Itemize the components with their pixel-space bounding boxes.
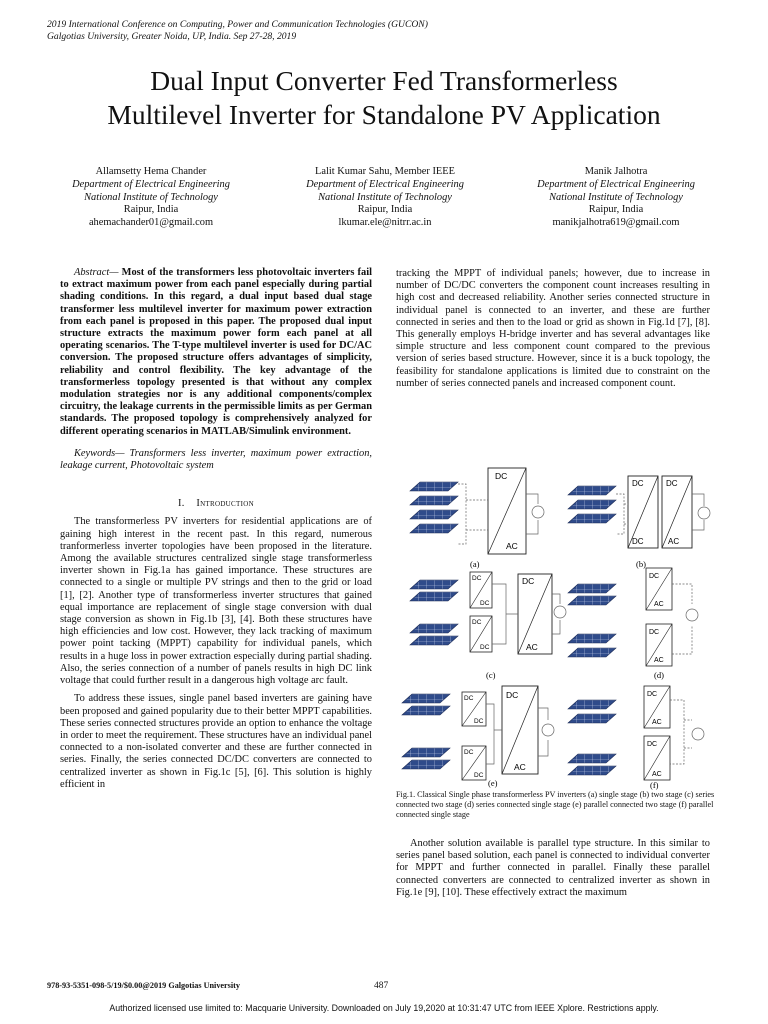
abstract-label: Abstract bbox=[74, 267, 110, 278]
svg-text:DC: DC bbox=[647, 741, 658, 748]
conference-line-1: 2019 International Conference on Computing, Power and Communication Technologies (GUCON) bbox=[47, 19, 428, 30]
title-line-1: Dual Input Converter Fed Transformerless bbox=[150, 65, 618, 96]
right-paragraph-2: Another solution available is parallel type structure. In this similar to series panel based solution, each panel is connected to individual converter for MPPT and further connected in parallel. Finally these parallel connected converters are connected to centralized inverter as shown in Fig.1e [9], [10]. These effectively extract the maximum bbox=[396, 838, 710, 898]
diagram-d bbox=[568, 568, 698, 680]
diagram-a bbox=[410, 468, 544, 569]
svg-text:DC: DC bbox=[480, 600, 490, 607]
svg-text:DC: DC bbox=[464, 749, 474, 756]
svg-text:DC: DC bbox=[474, 772, 484, 779]
svg-text:DC: DC bbox=[632, 479, 644, 488]
isbn-footer: 978-93-5351-098-5/19/$0.00@2019 Galgotias University bbox=[47, 981, 240, 990]
author-dept: Department of Electrical Engineering bbox=[537, 178, 695, 190]
section-heading bbox=[60, 498, 372, 510]
abstract-text: Most of the transformers less photovoltaic inverters fail to extract maximum power from each panel especially during partial shading conditions. In this regard, a dual input based dual stage transformer less multilevel inverter for maximum power extraction from each panel is proposed in this paper. The proposed dual input structure extracts the maximum power form each panel at all operating scenarios. The T-type multilevel inverter is used for DC/AC conversion. The proposed structure offers advantages of simplicity, reliability and control flexibility. The key advantage of the transformerless topology presented is that without any complex modulation strategies nor is any additional components/complex circuitry, the leakage currents in the permissible limits as per German standards. The proposed topology is comprehensively analyzed for different operating scenarios in MATLAB/Simulink environment. bbox=[60, 267, 372, 437]
svg-text:DC: DC bbox=[472, 619, 482, 626]
author-city: Raipur, India bbox=[588, 204, 644, 216]
author-city: Raipur, India bbox=[357, 204, 413, 216]
svg-text:DC: DC bbox=[632, 537, 644, 546]
svg-text:DC: DC bbox=[464, 695, 474, 702]
title-line-2: Multilevel Inverter for Standalone PV Application bbox=[107, 99, 661, 130]
author-email: lkumar.ele@nitrr.ac.in bbox=[338, 217, 432, 229]
svg-text:DC: DC bbox=[472, 575, 482, 582]
svg-text:DC: DC bbox=[506, 690, 519, 700]
right-paragraph-1: tracking the MPPT of individual panels; however, due to increase in number of DC/DC converters the component count increases resulting in high cost and decreased reliability. Another series connected structure in individual panel is connected to an inverter, and these are further connected in series and then to the load or grid as shown in Fig.1d [7], [8]. This generally employs H-bridge inverter and has several advantages like simple structure and less component count compared to the previous version of series based structure. However, since it is a buck topology, the feasibility for standalone applications is limited due to constraint on the number of series connected panels and increased component count. bbox=[396, 268, 710, 389]
right-column-bottom bbox=[396, 838, 710, 899]
svg-text:(c): (c) bbox=[486, 670, 496, 680]
svg-text:(d): (d) bbox=[654, 670, 664, 680]
author-email: manikjalhotra619@gmail.com bbox=[552, 217, 680, 229]
svg-text:AC: AC bbox=[654, 657, 664, 664]
paper-title bbox=[0, 64, 768, 132]
page-number: 487 bbox=[374, 981, 389, 991]
svg-text:AC: AC bbox=[526, 642, 538, 652]
diagram-b bbox=[568, 476, 710, 569]
conference-line-2: Galgotias University, Greater Noida, UP, India. Sep 27-28, 2019 bbox=[47, 31, 297, 42]
svg-text:DC: DC bbox=[666, 479, 678, 488]
abstract: Abstract— Most of the transformers less photovoltaic inverters fail to extract maximum power from each panel especially during partial shading conditions. In this regard, a dual input based dual stage transformer less multilevel inverter for maximum power extraction from each panel is proposed in this paper. The proposed dual input structure extracts the maximum power form each panel at all operating scenarios. The T-type multilevel inverter is used for DC/AC conversion. The proposed structure offers advantages of simplicity, reliability and control flexibility. The key advantage of the transformerless topology presented is that without any complex modulation strategies nor is any additional components/complex circuitry, the leakage currents in the permissible limits as per German standards. The proposed topology is comprehensively analyzed for different operating scenarios in MATLAB/Simulink environment. bbox=[60, 267, 372, 437]
svg-text:AC: AC bbox=[668, 537, 680, 546]
diagram-c bbox=[410, 572, 566, 680]
diagram-f bbox=[568, 686, 704, 790]
author-email: ahemachander01@gmail.com bbox=[88, 217, 214, 229]
svg-text:DC: DC bbox=[474, 718, 484, 725]
svg-text:DC: DC bbox=[647, 691, 658, 698]
author-block-3 bbox=[501, 166, 731, 230]
left-column bbox=[60, 267, 372, 791]
svg-text:(a): (a) bbox=[470, 559, 480, 569]
svg-text:(e): (e) bbox=[488, 778, 498, 788]
keywords: Keywords— Transformers less inverter, maximum power extraction, leakage current, Photovoltaic system bbox=[60, 447, 372, 472]
license-notice: Authorized licensed use limited to: Macquarie University. Downloaded on July 19,2020 at 10:31:47 UTC from IEEE Xplore. Restrictions apply. bbox=[109, 1003, 659, 1013]
author-city: Raipur, India bbox=[123, 204, 179, 216]
svg-text:AC: AC bbox=[506, 541, 518, 551]
svg-text:AC: AC bbox=[652, 719, 662, 726]
author-block-1 bbox=[36, 166, 266, 230]
section-title: Introduction bbox=[196, 498, 254, 510]
figure-1 bbox=[396, 464, 718, 790]
svg-text:(b): (b) bbox=[636, 559, 646, 569]
svg-text:DC: DC bbox=[495, 471, 508, 481]
diagram-e bbox=[402, 686, 554, 788]
svg-text:DC: DC bbox=[649, 573, 660, 580]
svg-text:AC: AC bbox=[514, 762, 526, 772]
author-dept: Department of Electrical Engineering bbox=[72, 178, 230, 190]
author-name: Allamsetty Hema Chander bbox=[95, 166, 207, 177]
svg-text:DC: DC bbox=[649, 629, 660, 636]
author-block-2 bbox=[270, 166, 500, 230]
figure-caption: Fig.1. Classical Single phase transformerless PV inverters (a) single stage (b) two stage (c) series connected two stage (d) series connected single stage (e) parallel connected two stage (f) parallel connected single stage bbox=[396, 790, 715, 819]
svg-text:DC: DC bbox=[522, 576, 535, 586]
svg-text:AC: AC bbox=[654, 601, 664, 608]
author-inst: National Institute of Technology bbox=[318, 191, 452, 203]
intro-paragraph-1: The transformerless PV inverters for residential applications are of gaining high interest in the recent past. In this regard, numerous tranformerless inverter topologies have been proposed in the literature. Among the available structures centralized single stage transformerless inverter shown in Fig.1a has gained importance. These structures are connected to a single or multiple PV strings and then to the grid or load [1], [2]. Another type of transformerless inverter structures that gained equal importance are replacement of single stage conversion with dual stage conversion as shown in Fig.1b [3], [4]. Both these structures have high efficiencies and low cost. However, they lack tracking of maximum power point tacking (MPPT) capability for individual panels, which results in a huge loss in power extraction especially during partial shading. Also, the series connection of a number of panels results in high DC link voltage that could further result in a dangerous high voltage arc fault. bbox=[60, 516, 372, 687]
svg-text:(f): (f) bbox=[650, 780, 659, 790]
keywords-text: Transformers less inverter, maximum power extraction, leakage current, Photovoltaic system bbox=[60, 447, 372, 472]
keywords-label: Keywords bbox=[74, 447, 116, 459]
svg-text:AC: AC bbox=[652, 771, 662, 778]
conference-header bbox=[47, 19, 428, 43]
author-inst: National Institute of Technology bbox=[549, 191, 683, 203]
intro-paragraph-2: To address these issues, single panel based inverters are gaining have been proposed and gained popularity due to their better MPPT capabilities. These series connected structures provide an option to enhance the voltage in order to meet the requirement. These structures have an individual panel connected to a non-isolated converter and these are further connected in series. Finally, the series connected DC/DC converters are connected to centralized inverter as shown in Fig.1c [5], [6]. This solution is highly efficient in bbox=[60, 693, 372, 790]
author-name: Lalit Kumar Sahu, Member IEEE bbox=[315, 166, 455, 177]
svg-text:DC: DC bbox=[480, 644, 490, 651]
section-number: I. bbox=[178, 498, 185, 510]
author-inst: National Institute of Technology bbox=[84, 191, 218, 203]
right-column-top bbox=[396, 268, 710, 390]
author-name: Manik Jalhotra bbox=[584, 166, 648, 177]
author-dept: Department of Electrical Engineering bbox=[306, 178, 464, 190]
